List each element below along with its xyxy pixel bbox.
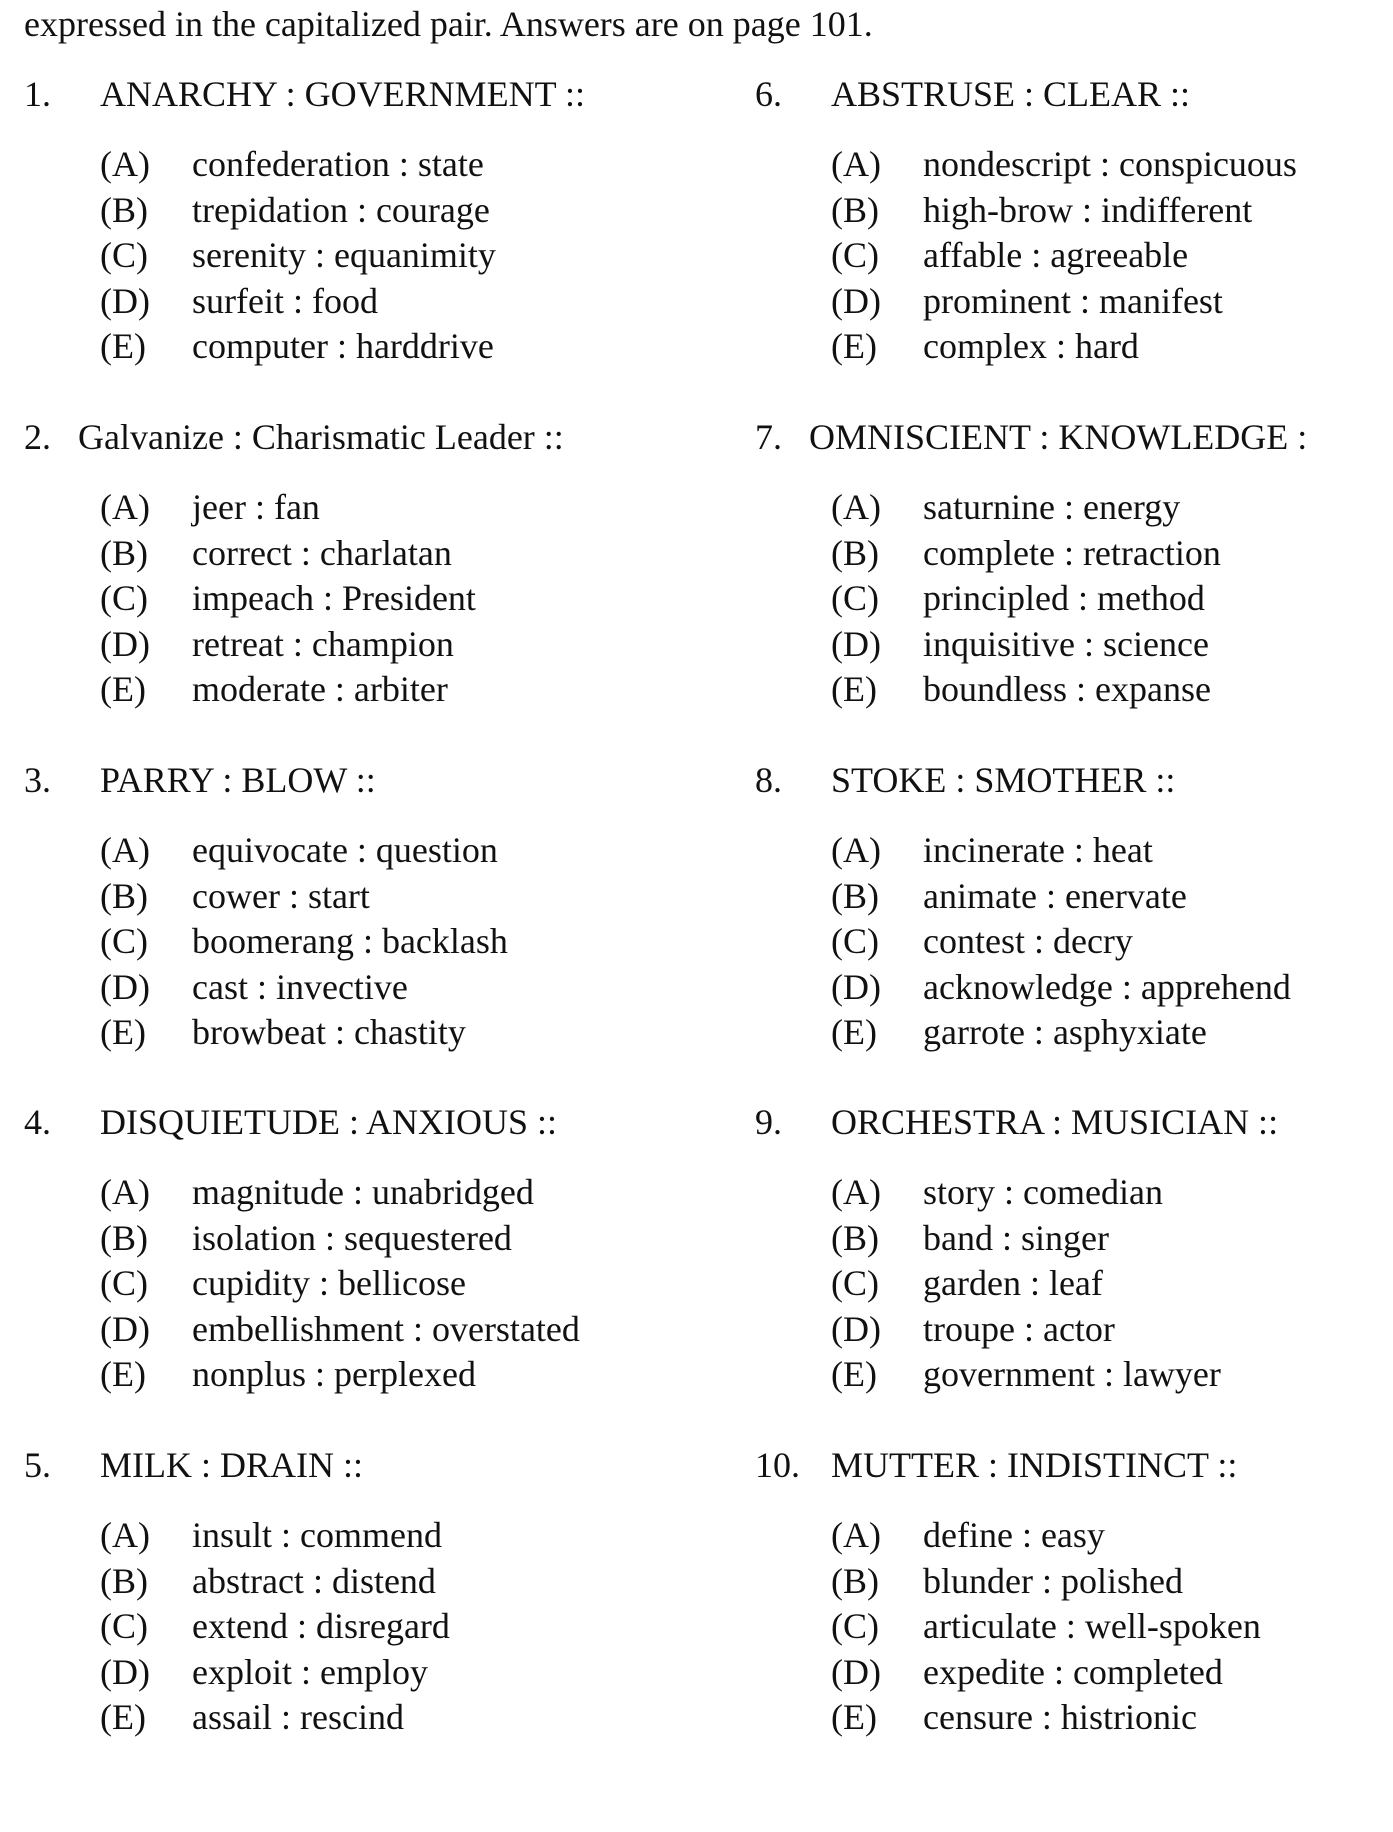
- option-letter: (E): [831, 1354, 877, 1394]
- option-letter: (D): [100, 1651, 150, 1692]
- option-b[interactable]: [100, 874, 714, 920]
- question-stem: PARRY : BLOW ::: [100, 760, 376, 800]
- option-e[interactable]: [100, 1352, 714, 1398]
- option-text: animate : enervate: [923, 875, 1187, 916]
- option-text: extend : disregard: [192, 1606, 450, 1646]
- option-text: serenity : equanimity: [192, 235, 496, 275]
- option-letter: (B): [831, 875, 879, 916]
- option-letter: (C): [831, 921, 879, 961]
- question-stem: OMNISCIENT : KNOWLEDGE :: [809, 417, 1308, 457]
- option-text: embellishment : overstated: [192, 1308, 580, 1349]
- option-letter: (D): [100, 623, 150, 664]
- option-d[interactable]: [100, 1307, 714, 1353]
- options-list: [24, 485, 714, 713]
- option-e[interactable]: [100, 667, 714, 713]
- question-header: [755, 72, 1393, 116]
- option-text: impeach : President: [192, 578, 476, 618]
- option-d[interactable]: [100, 965, 714, 1011]
- option-b[interactable]: [831, 188, 1393, 234]
- options-list: [24, 1170, 714, 1398]
- option-a[interactable]: [100, 142, 714, 188]
- option-letter: (A): [831, 830, 881, 870]
- option-text: saturnine : energy: [923, 487, 1181, 527]
- option-e[interactable]: [831, 324, 1393, 370]
- options-list: [24, 142, 714, 370]
- option-letter: (D): [831, 1308, 881, 1349]
- question-number: 3.: [24, 760, 51, 800]
- question-number: 1.: [24, 74, 51, 114]
- option-text: nondescript : conspicuous: [923, 144, 1297, 184]
- option-letter: (A): [831, 1172, 881, 1212]
- option-text: abstract : distend: [192, 1560, 436, 1601]
- question-number: 2.: [24, 417, 51, 457]
- option-a[interactable]: [831, 1170, 1393, 1216]
- option-e[interactable]: [831, 1352, 1393, 1398]
- question-10: [755, 1443, 1393, 1741]
- option-text: inquisitive : science: [923, 623, 1209, 664]
- option-letter: (E): [100, 669, 146, 709]
- option-c[interactable]: [831, 1604, 1393, 1650]
- question-number: 4.: [24, 1102, 51, 1142]
- option-text: browbeat : chastity: [192, 1012, 466, 1052]
- option-letter: (E): [100, 1354, 146, 1394]
- option-text: exploit : employ: [192, 1651, 428, 1692]
- option-c[interactable]: [831, 1261, 1393, 1307]
- option-text: cower : start: [192, 875, 370, 916]
- question-header: [755, 415, 1393, 459]
- option-b[interactable]: [831, 874, 1393, 920]
- option-letter: (D): [831, 623, 881, 664]
- question-stem: ABSTRUSE : CLEAR ::: [831, 74, 1191, 114]
- option-a[interactable]: [100, 828, 714, 874]
- option-b[interactable]: [831, 1216, 1393, 1262]
- option-e[interactable]: [831, 1695, 1393, 1741]
- option-text: contest : decry: [923, 921, 1133, 961]
- option-letter: (B): [831, 532, 879, 573]
- option-text: magnitude : unabridged: [192, 1172, 534, 1212]
- option-letter: (D): [100, 966, 150, 1007]
- option-letter: (E): [831, 1697, 877, 1737]
- option-a[interactable]: [100, 485, 714, 531]
- option-letter: (C): [100, 1606, 148, 1646]
- option-text: high-brow : indifferent: [923, 189, 1253, 230]
- option-letter: (E): [831, 669, 877, 709]
- options-list: [24, 1513, 714, 1741]
- option-letter: (C): [100, 235, 148, 275]
- option-text: surfeit : food: [192, 280, 378, 321]
- option-letter: (E): [831, 326, 877, 366]
- option-letter: (B): [100, 189, 148, 230]
- option-letter: (C): [831, 1606, 879, 1646]
- option-letter: (D): [831, 1651, 881, 1692]
- option-text: blunder : polished: [923, 1560, 1183, 1601]
- option-b[interactable]: [831, 1559, 1393, 1605]
- option-letter: (B): [100, 1217, 148, 1258]
- option-letter: (A): [831, 487, 881, 527]
- question-6: [755, 72, 1393, 370]
- option-text: assail : rescind: [192, 1697, 404, 1737]
- option-text: jeer : fan: [192, 487, 320, 527]
- question-9: [755, 1100, 1393, 1398]
- question-header: [24, 415, 714, 459]
- question-stem: MILK : DRAIN ::: [100, 1445, 363, 1485]
- option-text: boomerang : backlash: [192, 921, 508, 961]
- question-stem: MUTTER : INDISTINCT ::: [831, 1445, 1238, 1485]
- option-b[interactable]: [100, 1216, 714, 1262]
- option-letter: (A): [831, 1515, 881, 1555]
- option-a[interactable]: [100, 1513, 714, 1559]
- option-text: retreat : champion: [192, 623, 454, 664]
- options-list: [755, 142, 1393, 370]
- option-d[interactable]: [831, 965, 1393, 1011]
- question-header: [24, 758, 714, 802]
- options-list: [755, 485, 1393, 713]
- option-a[interactable]: [100, 1170, 714, 1216]
- question-header: [24, 1100, 714, 1144]
- option-letter: (B): [100, 1560, 148, 1601]
- option-a[interactable]: [831, 828, 1393, 874]
- option-e[interactable]: [831, 1010, 1393, 1056]
- question-header: [755, 1100, 1393, 1144]
- question-7: [755, 415, 1393, 713]
- option-text: boundless : expanse: [923, 669, 1211, 709]
- option-letter: (E): [100, 326, 146, 366]
- question-number: 8.: [755, 760, 782, 800]
- option-d[interactable]: [100, 1650, 714, 1696]
- question-5: [24, 1443, 714, 1741]
- option-d[interactable]: [100, 279, 714, 325]
- option-text: cupidity : bellicose: [192, 1263, 466, 1303]
- question-header: [755, 1443, 1393, 1487]
- question-stem: Galvanize : Charismatic Leader ::: [78, 417, 564, 457]
- option-d[interactable]: [831, 1650, 1393, 1696]
- option-letter: (E): [831, 1012, 877, 1052]
- option-text: acknowledge : apprehend: [923, 966, 1291, 1007]
- option-text: cast : invective: [192, 966, 408, 1007]
- option-text: confederation : state: [192, 144, 484, 184]
- question-number: 5.: [24, 1445, 51, 1485]
- option-letter: (C): [831, 235, 879, 275]
- option-text: censure : histrionic: [923, 1697, 1197, 1737]
- option-d[interactable]: [831, 279, 1393, 325]
- option-c[interactable]: [100, 233, 714, 279]
- option-letter: (D): [831, 966, 881, 1007]
- option-letter: (B): [831, 1217, 879, 1258]
- option-text: insult : commend: [192, 1515, 442, 1555]
- option-letter: (E): [100, 1012, 146, 1052]
- option-text: trepidation : courage: [192, 189, 490, 230]
- option-letter: (C): [100, 1263, 148, 1303]
- intro-text: expressed in the capitalized pair. Answers are on page 101.: [24, 4, 873, 44]
- option-c[interactable]: [100, 919, 714, 965]
- option-letter: (A): [831, 144, 881, 184]
- option-letter: (A): [100, 487, 150, 527]
- option-a[interactable]: [831, 485, 1393, 531]
- option-letter: (C): [100, 921, 148, 961]
- option-letter: (C): [831, 578, 879, 618]
- option-b[interactable]: [100, 531, 714, 577]
- option-text: nonplus : perplexed: [192, 1354, 476, 1394]
- option-text: complex : hard: [923, 326, 1139, 366]
- option-c[interactable]: [100, 1604, 714, 1650]
- question-stem: STOKE : SMOTHER ::: [831, 760, 1176, 800]
- option-d[interactable]: [100, 622, 714, 668]
- option-text: correct : charlatan: [192, 532, 452, 573]
- option-text: complete : retraction: [923, 532, 1221, 573]
- option-letter: (C): [100, 578, 148, 618]
- option-text: garden : leaf: [923, 1263, 1103, 1303]
- option-c[interactable]: [831, 576, 1393, 622]
- option-text: troupe : actor: [923, 1308, 1115, 1349]
- option-letter: (D): [831, 280, 881, 321]
- option-d[interactable]: [831, 622, 1393, 668]
- question-8: [755, 758, 1393, 1056]
- option-text: incinerate : heat: [923, 830, 1153, 870]
- option-text: isolation : sequestered: [192, 1217, 512, 1258]
- option-a[interactable]: [831, 142, 1393, 188]
- option-letter: (A): [100, 830, 150, 870]
- option-a[interactable]: [831, 1513, 1393, 1559]
- option-text: prominent : manifest: [923, 280, 1223, 321]
- question-stem: ORCHESTRA : MUSICIAN ::: [831, 1102, 1279, 1142]
- question-number: 10.: [755, 1445, 800, 1485]
- question-header: [24, 72, 714, 116]
- option-text: equivocate : question: [192, 830, 498, 870]
- option-text: articulate : well-spoken: [923, 1606, 1261, 1646]
- option-text: government : lawyer: [923, 1354, 1221, 1394]
- option-c[interactable]: [100, 576, 714, 622]
- options-list: [755, 1513, 1393, 1741]
- option-text: band : singer: [923, 1217, 1109, 1258]
- option-c[interactable]: [831, 233, 1393, 279]
- option-text: expedite : completed: [923, 1651, 1223, 1692]
- option-e[interactable]: [831, 667, 1393, 713]
- question-header: [755, 758, 1393, 802]
- question-3: [24, 758, 714, 1056]
- option-letter: (B): [100, 532, 148, 573]
- option-e[interactable]: [100, 1695, 714, 1741]
- question-stem: ANARCHY : GOVERNMENT ::: [100, 74, 586, 114]
- question-1: [24, 72, 714, 370]
- option-b[interactable]: [100, 188, 714, 234]
- option-letter: (D): [100, 280, 150, 321]
- option-c[interactable]: [831, 919, 1393, 965]
- option-letter: (E): [100, 1697, 146, 1737]
- options-list: [24, 828, 714, 1056]
- question-4: [24, 1100, 714, 1398]
- question-stem: DISQUIETUDE : ANXIOUS ::: [100, 1102, 557, 1142]
- option-letter: (C): [831, 1263, 879, 1303]
- option-letter: (B): [100, 875, 148, 916]
- question-number: 7.: [755, 417, 782, 457]
- option-letter: (D): [100, 1308, 150, 1349]
- question-number: 6.: [755, 74, 782, 114]
- option-text: define : easy: [923, 1515, 1105, 1555]
- option-text: garrote : asphyxiate: [923, 1012, 1207, 1052]
- option-text: principled : method: [923, 578, 1205, 618]
- option-b[interactable]: [100, 1559, 714, 1605]
- option-text: computer : harddrive: [192, 326, 494, 366]
- option-text: moderate : arbiter: [192, 669, 448, 709]
- option-d[interactable]: [831, 1307, 1393, 1353]
- option-letter: (A): [100, 1515, 150, 1555]
- options-list: [755, 828, 1393, 1056]
- option-e[interactable]: [100, 324, 714, 370]
- question-header: [24, 1443, 714, 1487]
- option-letter: (A): [100, 1172, 150, 1212]
- option-letter: (B): [831, 189, 879, 230]
- options-list: [755, 1170, 1393, 1398]
- option-c[interactable]: [100, 1261, 714, 1307]
- question-2: [24, 415, 714, 713]
- option-text: story : comedian: [923, 1172, 1163, 1212]
- option-e[interactable]: [100, 1010, 714, 1056]
- option-text: affable : agreeable: [923, 235, 1189, 275]
- option-b[interactable]: [831, 531, 1393, 577]
- option-letter: (A): [100, 144, 150, 184]
- option-letter: (B): [831, 1560, 879, 1601]
- question-number: 9.: [755, 1102, 782, 1142]
